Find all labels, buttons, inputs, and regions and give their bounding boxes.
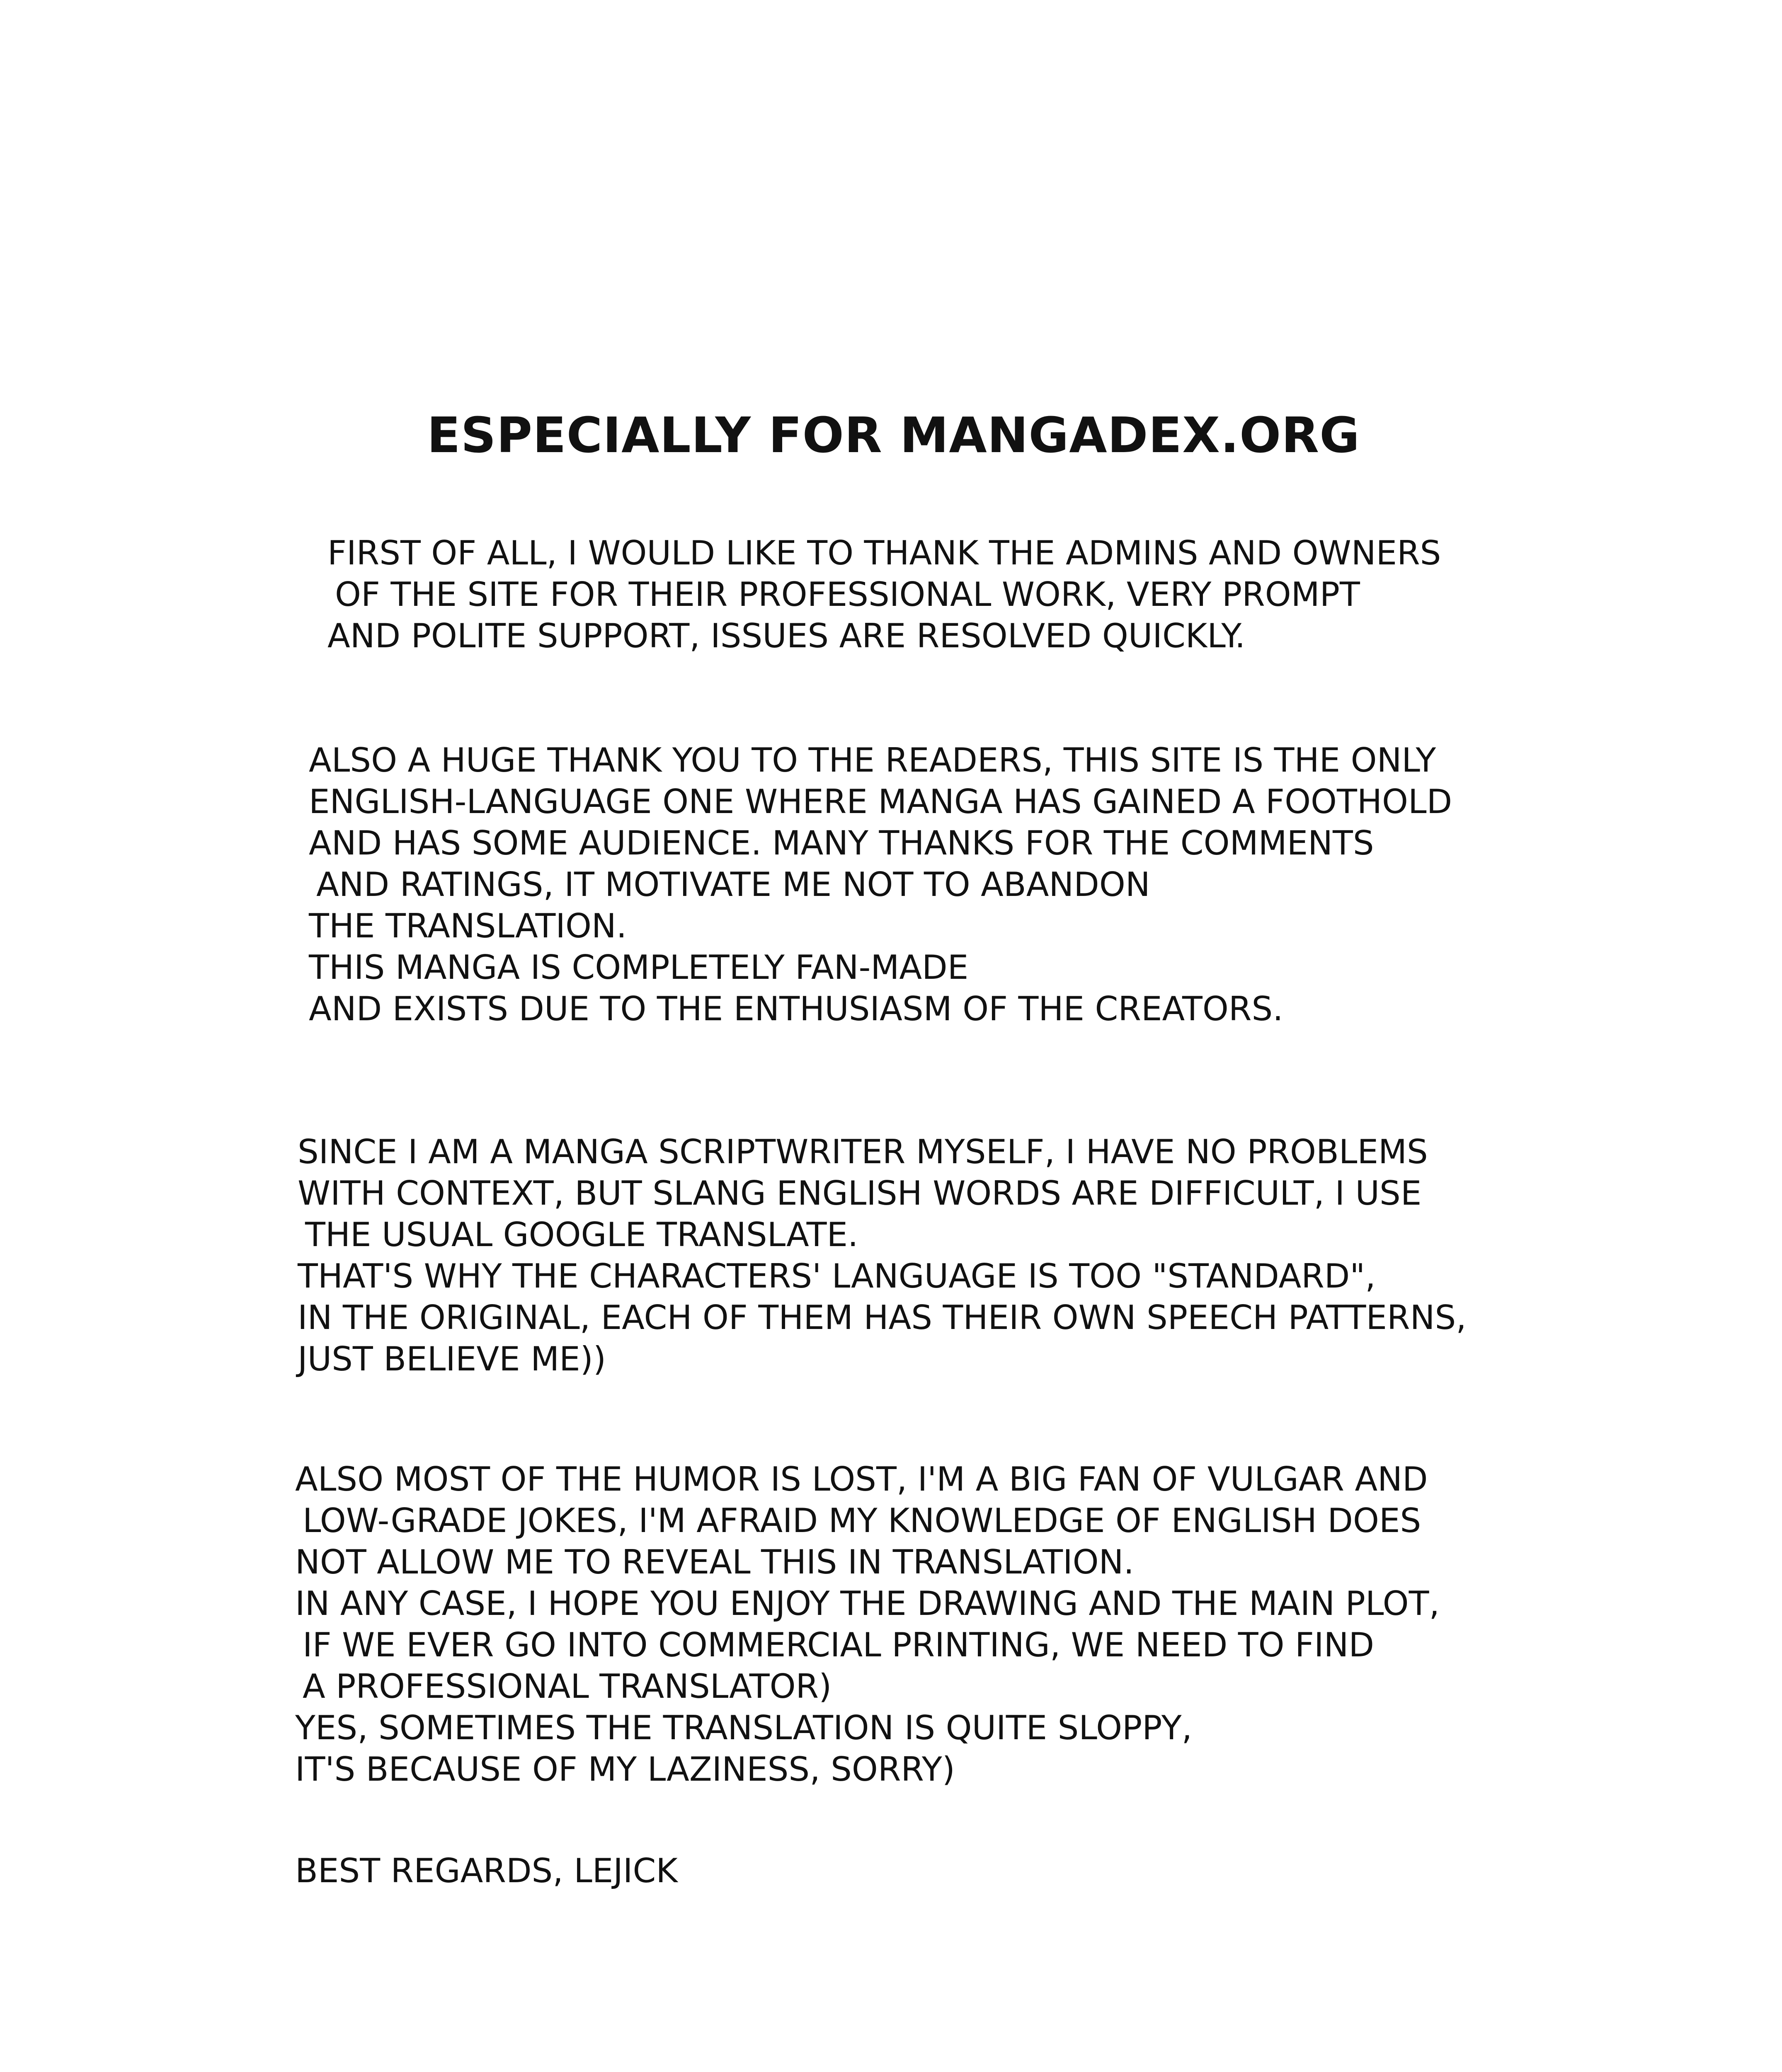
paragraph-thanks-readers — [309, 740, 1452, 1030]
paragraph-line: AND HAS SOME AUDIENCE. MANY THANKS FOR THE COMMENTS — [309, 824, 1374, 862]
paragraph-line: THIS MANGA IS COMPLETELY FAN-MADE — [309, 948, 969, 987]
paragraph-thanks-admins — [327, 533, 1441, 657]
paragraph-line: IN THE ORIGINAL, EACH OF THEM HAS THEIR OWN SPEECH PATTERNS, — [298, 1298, 1467, 1337]
paragraph-line: YES, SOMETIMES THE TRANSLATION IS QUITE SLOPPY, — [295, 1709, 1193, 1747]
paragraph-line: SINCE I AM A MANGA SCRIPTWRITER MYSELF, I HAVE NO PROBLEMS — [298, 1133, 1428, 1171]
paragraph-line: IF WE EVER GO INTO COMMERCIAL PRINTING, WE NEED TO FIND — [303, 1626, 1375, 1664]
paragraph-line: NOT ALLOW ME TO REVEAL THIS IN TRANSLATION. — [295, 1543, 1134, 1581]
paragraph-line: ENGLISH-LANGUAGE ONE WHERE MANGA HAS GAINED A FOOTHOLD — [309, 782, 1452, 821]
paragraph-line: AND RATINGS, IT MOTIVATE ME NOT TO ABANDON — [316, 865, 1150, 904]
paragraph-line: IT'S BECAUSE OF MY LAZINESS, SORRY) — [295, 1750, 955, 1789]
paragraph-line: A PROFESSIONAL TRANSLATOR) — [303, 1667, 832, 1706]
paragraph-line: LOW-GRADE JOKES, I'M AFRAID MY KNOWLEDGE OF ENGLISH DOES — [303, 1501, 1421, 1540]
paragraph-humor-notes — [295, 1459, 1440, 1790]
paragraph-line: IN ANY CASE, I HOPE YOU ENJOY THE DRAWING AND THE MAIN PLOT, — [295, 1584, 1440, 1623]
paragraph-translation-notes — [298, 1131, 1467, 1380]
paragraph-line: AND POLITE SUPPORT, ISSUES ARE RESOLVED QUICKLY. — [327, 617, 1246, 655]
signature: BEST REGARDS, LEJICK — [295, 1852, 678, 1890]
paragraph-line: OF THE SITE FOR THEIR PROFESSIONAL WORK, VERY PROMPT — [335, 575, 1360, 614]
paragraph-line: THE USUAL GOOGLE TRANSLATE. — [305, 1215, 858, 1254]
page-title: ESPECIALLY FOR MANGADEX.ORG — [427, 407, 1360, 464]
paragraph-line: JUST BELIEVE ME)) — [298, 1340, 606, 1378]
paragraph-line: THE TRANSLATION. — [309, 907, 627, 945]
paragraph-line: AND EXISTS DUE TO THE ENTHUSIASM OF THE CREATORS. — [309, 990, 1283, 1028]
paragraph-line: THAT'S WHY THE CHARACTERS' LANGUAGE IS TOO "STANDARD", — [298, 1257, 1376, 1295]
paragraph-line: ALSO MOST OF THE HUMOR IS LOST, I'M A BIG FAN OF VULGAR AND — [295, 1460, 1428, 1498]
paragraph-line: FIRST OF ALL, I WOULD LIKE TO THANK THE ADMINS AND OWNERS — [327, 534, 1441, 572]
paragraph-line: ALSO A HUGE THANK YOU TO THE READERS, THIS SITE IS THE ONLY — [309, 741, 1436, 779]
paragraph-line: WITH CONTEXT, BUT SLANG ENGLISH WORDS ARE DIFFICULT, I USE — [298, 1174, 1422, 1213]
